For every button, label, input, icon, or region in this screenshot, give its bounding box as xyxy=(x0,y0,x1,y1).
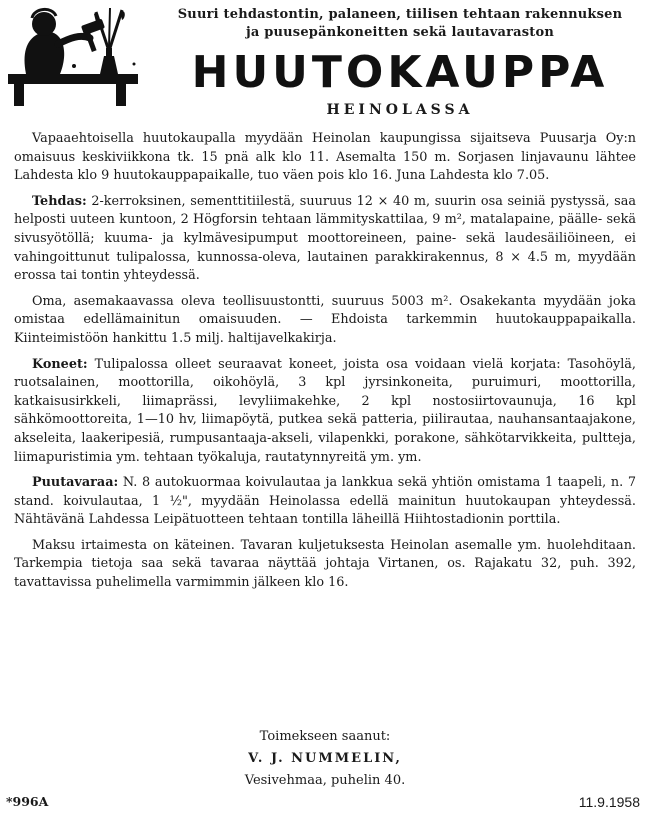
auction-advertisement xyxy=(4,2,642,819)
paragraph-text: Maksu irtaimesta on käteinen. Tavaran kuljetuksesta Heinolan asemalle ym. huolehditaan. Tarkempia tietoja saa sekä tavaraa näyttää johtaja Virtanen, os. Rajakatu 32, puh. 392, tavattavissa puhelimella varmimmin jälkeen klo 16. xyxy=(14,537,636,591)
paragraph-lead: Puutavaraa: xyxy=(32,475,119,491)
paragraph-text: Tulipalossa olleet seuraavat koneet, joista osa voidaan vielä korjata: Tasohöylä, ruotsalainen, moottorilla, oikohöylä, 3 kpl jyrsinkoneita, puruimuri, moottorilla, katkaisusirkkeli, liimaprässi, levyliimakehke, 2 kpl nostosiirtovaunuja, 16 kpl sähkömoottoreita, 1—10 hv, liimapöytä, putkea sekä patteria, piilirautaa, nauhansantaajakone, akseleita, laakeripesiä, rumpusantaaja-akseli, vilapenkki, porakone, sähkötarvikkeita, pultteja, liimapuristimia ym. tehtaan työkaluja, rautatynnyreitä ym. ym. xyxy=(14,356,636,465)
ad-title: HUUTOKAUPPA xyxy=(191,47,609,98)
paragraph-text: 2-kerroksinen, sementtitiilestä, suuruus 12 × 40 m, suurin osa seiniä pystyssä, saa helposti uuteen kuntoon, 2 Högforsin tehtaan lämmityskattilaa, 9 m², matalapaine, päälle- sekä sivusyötöllä; kuuma- ja kylmävesipumput moottoreineen, paine- sekä laudesäiliöineen, ei vahingoittunut tulipalossa, kunnossa-oleva, lautainen parakkirakennus, 8 × 4.5 m, myydään erossa tai tontin yhteydessä. xyxy=(14,193,636,284)
paragraph-text: Vapaaehtoisella huutokaupalla myydään Heinolan kaupungissa sijaitseva Puusarja Oy:n omaisuus keskiviikkona tk. 15 pnä alk klo 11. Asemalta 150 m. Sorjasen linjavaunu lähtee Lahdesta klo 9 huutokauppapaikalle, tuo väen pois klo 16. Juna Lahdesta klo 7.05. xyxy=(14,131,636,184)
paragraph-text: N. 8 autokuormaa koivulautaa ja lankkua sekä yhtiön omistama 1 taapeli, n. 7 stand. koivulautaa, 1 ½", myydään Heinolassa edellä mainitun huutokaupan yhteydessä. Nähtävänä Lahdessa Leipätuotteen tehtaan tontilla läheillä Hiihtostadionin porttila. xyxy=(14,475,636,528)
subtitle-line-2: ja puusepänkoneitten sekä lautavaraston xyxy=(245,25,555,40)
ad-code: *996A xyxy=(6,794,49,809)
signature-address: Vesivehmaa, puhelin 40. xyxy=(244,773,406,788)
subtitle-line-1: Suuri tehdastontin, palaneen, tiilisen tehtaan rakennuksen xyxy=(177,7,623,22)
ad-subtitle xyxy=(164,6,636,42)
paragraph-maksu xyxy=(14,537,636,593)
auctioneer-with-gavel-icon xyxy=(4,4,152,108)
paragraph-lead: Koneet: xyxy=(32,356,88,372)
signature-name: V. J. NUMMELIN, xyxy=(248,751,402,766)
signature-block xyxy=(14,726,636,792)
ad-header xyxy=(4,2,642,120)
paragraph-text: Oma, asemakaavassa oleva teollisuustontti, suuruus 5003 m². Osakekanta myydään joka omistaa edellämainitun omaisuuden. — Ehdoista tarkemmin huutokauppapaikalla. Kiinteimistöön hankittu 1.5 milj. haltijavelkakirja. xyxy=(14,293,636,346)
paragraph-tehdas xyxy=(14,193,636,286)
signature-intro: Toimekseen saanut: xyxy=(259,729,391,744)
paragraph-tontti xyxy=(14,293,636,349)
paragraph-puutavaraa xyxy=(14,474,636,530)
publication-date: 11.9.1958 xyxy=(578,794,640,810)
paragraph-koneet xyxy=(14,356,636,468)
paragraph-lead: Tehdas: xyxy=(32,193,87,209)
ad-body xyxy=(14,130,636,600)
paragraph-intro xyxy=(14,130,636,186)
ad-place: HEINOLASSA xyxy=(326,102,474,118)
